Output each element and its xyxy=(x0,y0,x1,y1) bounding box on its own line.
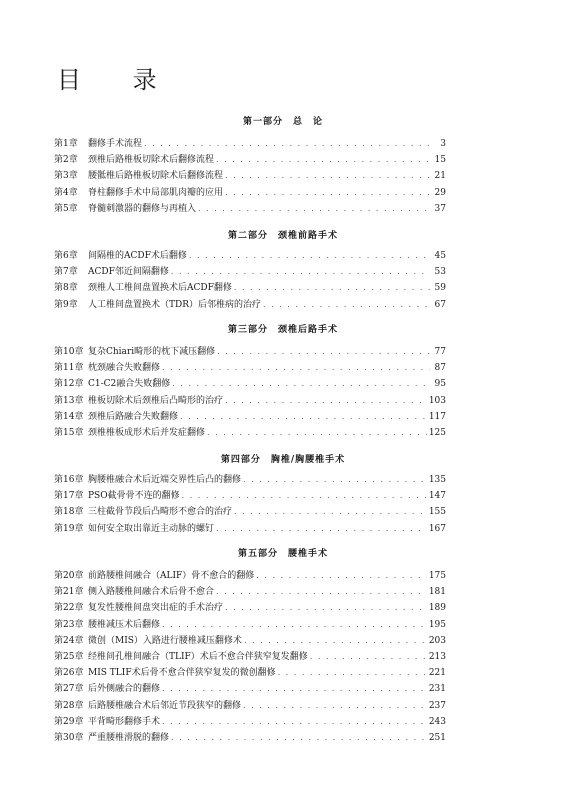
dot-leader xyxy=(225,170,430,182)
toc-entry[interactable] xyxy=(54,584,446,598)
chapter-title: 复杂Chiari畸形的枕下减压翻修 xyxy=(88,347,216,357)
chapter-number: 第17章 xyxy=(54,491,84,502)
chapter-number: 第6章 xyxy=(54,251,78,261)
dot-leader xyxy=(256,570,427,582)
chapter-title: PSO截骨骨不连的翻修 xyxy=(88,491,180,502)
page-number: 45 xyxy=(434,251,446,261)
dot-leader xyxy=(172,378,430,390)
chapter-number: 第23章 xyxy=(54,619,84,630)
toc-entry[interactable] xyxy=(54,248,446,262)
page-number: 181 xyxy=(428,587,446,598)
dot-leader xyxy=(162,683,427,695)
chapter-title: 颈椎人工椎间盘置换术后ACDF翻修 xyxy=(88,283,232,294)
page-number: 125 xyxy=(428,428,446,438)
toc-entry[interactable] xyxy=(54,521,446,535)
dot-leader xyxy=(171,732,427,744)
dot-leader xyxy=(182,490,427,502)
chapter-title: 三柱截骨节段后凸畸形不愈合的治疗 xyxy=(88,507,233,518)
dot-leader xyxy=(198,203,430,215)
chapter-title: 翻修手术流程 xyxy=(88,139,143,149)
toc-entry[interactable] xyxy=(54,360,446,374)
toc-entry[interactable] xyxy=(54,344,446,358)
chapter-title: 复发性腰椎间盘突出症的手术治疗 xyxy=(88,603,224,614)
chapter-number: 第19章 xyxy=(54,523,84,534)
dot-leader xyxy=(180,411,427,423)
page-number: 221 xyxy=(428,668,446,679)
chapter-title: 颈椎椎板成形术后并发症翻修 xyxy=(88,428,206,438)
dot-leader xyxy=(217,346,430,358)
chapter-number: 第30章 xyxy=(54,733,84,743)
chapter-title: 微创（MIS）入路进行腰椎减压翻修术 xyxy=(88,635,242,646)
chapter-number: 第4章 xyxy=(54,187,78,198)
toc-entry[interactable] xyxy=(54,376,446,390)
chapter-number: 第20章 xyxy=(54,571,84,581)
dot-leader xyxy=(162,716,427,728)
chapter-number: 第14章 xyxy=(54,411,84,422)
chapter-number: 第24章 xyxy=(54,635,84,646)
chapter-title: MIS TLIF术后骨不愈合伴狭窄复发的微创翻修 xyxy=(88,668,276,679)
toc-entry[interactable] xyxy=(54,409,446,423)
chapter-title: 脊髓刺激器的翻修与再植入 xyxy=(88,203,197,214)
dot-leader xyxy=(225,602,427,614)
toc-entry[interactable] xyxy=(54,617,446,631)
page-number: 95 xyxy=(434,379,446,390)
chapter-number: 第21章 xyxy=(54,587,84,598)
page-number: 231 xyxy=(428,684,446,695)
toc-entry[interactable] xyxy=(54,504,446,518)
part-heading: 第四部分 胸椎/胸腰椎手术 xyxy=(220,455,346,465)
chapter-title: 如何安全取出靠近主动脉的螺钉 xyxy=(88,523,215,534)
dot-leader xyxy=(171,266,430,278)
chapter-title: 前路腰椎间融合（ALIF）骨不愈合的翻修 xyxy=(88,571,255,581)
page-number: 21 xyxy=(434,171,446,182)
page-number: 103 xyxy=(428,395,446,406)
page-number: 155 xyxy=(428,507,446,518)
toc-entry[interactable] xyxy=(54,714,446,728)
toc-entry[interactable] xyxy=(54,472,446,486)
chapter-title: 后路腰椎融合术后邻近节段狭窄的翻修 xyxy=(88,700,242,711)
dot-leader xyxy=(162,619,427,631)
chapter-number: 第12章 xyxy=(54,379,84,390)
page-number: 59 xyxy=(434,283,446,294)
chapter-title: 平背畸形翻修手术 xyxy=(88,716,161,727)
page-number: 29 xyxy=(434,187,446,198)
chapter-title: 胸腰椎融合术后近端交界性后凸的翻修 xyxy=(88,475,242,485)
toc-entry[interactable] xyxy=(54,568,446,582)
dot-leader xyxy=(162,362,430,374)
toc-entry[interactable] xyxy=(54,488,446,502)
part-heading: 第三部分 颈椎后路手术 xyxy=(227,325,338,335)
page-number: 251 xyxy=(428,733,446,743)
chapter-title: 腰椎减压术后翻修 xyxy=(88,619,161,630)
page-number: 3 xyxy=(440,139,446,149)
page-title: 目 录 xyxy=(57,66,179,94)
dot-leader xyxy=(225,187,430,199)
chapter-number: 第18章 xyxy=(54,507,84,518)
dot-leader xyxy=(244,635,427,647)
toc-entry[interactable] xyxy=(54,633,446,647)
toc-entry[interactable] xyxy=(54,681,446,695)
dot-leader xyxy=(243,700,427,712)
page-number: 53 xyxy=(434,267,446,278)
toc-entry[interactable] xyxy=(54,649,446,663)
toc-entry[interactable] xyxy=(54,136,446,150)
toc-entry[interactable] xyxy=(54,280,446,294)
chapter-title: 颈椎后路椎板切除术后翻修流程 xyxy=(88,155,215,166)
page-number: 67 xyxy=(434,299,446,310)
part-heading: 第二部分 颈椎前路手术 xyxy=(227,231,338,241)
dot-leader xyxy=(216,586,427,598)
chapter-title: 侧入路腰椎间融合术后骨不愈合 xyxy=(88,587,215,598)
dot-leader xyxy=(207,427,427,439)
toc-entry[interactable] xyxy=(54,201,446,215)
toc-entry[interactable] xyxy=(54,393,446,407)
chapter-number: 第22章 xyxy=(54,603,84,614)
chapter-number: 第15章 xyxy=(54,428,84,438)
dot-leader xyxy=(144,138,430,150)
page-number: 117 xyxy=(428,411,446,422)
chapter-number: 第28章 xyxy=(54,700,84,711)
chapter-number: 第27章 xyxy=(54,684,84,695)
chapter-title: C1-C2融合失败翻修 xyxy=(88,379,171,390)
chapter-number: 第1章 xyxy=(54,139,78,149)
toc-entry[interactable] xyxy=(54,698,446,712)
page-number: 243 xyxy=(428,716,446,727)
chapter-number: 第11章 xyxy=(54,363,84,374)
toc-entry[interactable] xyxy=(54,264,446,278)
toc-entry[interactable] xyxy=(54,152,446,166)
page-number: 87 xyxy=(434,363,446,374)
chapter-number: 第5章 xyxy=(54,203,78,214)
chapter-number: 第25章 xyxy=(54,652,84,662)
chapter-title: 经椎间孔椎间融合（TLIF）术后不愈合伴狭窄复发翻修 xyxy=(88,652,308,662)
chapter-number: 第3章 xyxy=(54,171,78,182)
chapter-number: 第13章 xyxy=(54,395,84,406)
page-number: 37 xyxy=(434,203,446,214)
dot-leader xyxy=(216,154,430,166)
chapter-number: 第29章 xyxy=(54,716,84,727)
chapter-title: 腰骶椎后路椎板切除术后翻修流程 xyxy=(88,171,224,182)
toc-entry[interactable] xyxy=(54,730,446,744)
chapter-number: 第9章 xyxy=(54,299,78,310)
dot-leader xyxy=(310,651,427,663)
part-heading: 第一部分 总 论 xyxy=(242,117,323,127)
chapter-number: 第8章 xyxy=(54,283,78,294)
part-heading: 第五部分 腰椎手术 xyxy=(237,549,328,559)
chapter-title: 脊柱翻修手术中局部肌肉瓣的应用 xyxy=(88,187,224,198)
chapter-title: 人工椎间盘置换术（TDR）后邻椎病的治疗 xyxy=(88,299,261,310)
page-number: 213 xyxy=(428,652,446,662)
chapter-number: 第2章 xyxy=(54,155,78,166)
chapter-title: 枕颈融合失败翻修 xyxy=(88,363,161,374)
dot-leader xyxy=(189,250,430,262)
page-number: 77 xyxy=(434,347,446,357)
dot-leader xyxy=(225,395,427,407)
dot-leader xyxy=(278,667,427,679)
chapter-number: 第16章 xyxy=(54,475,84,485)
toc-entry[interactable] xyxy=(54,297,446,311)
toc-entry[interactable] xyxy=(54,425,446,439)
chapter-number: 第7章 xyxy=(54,267,78,278)
chapter-title: 间隔椎的ACDF术后翻修 xyxy=(88,251,187,261)
toc-entry[interactable] xyxy=(54,168,446,182)
dot-leader xyxy=(263,299,430,311)
toc-entry[interactable] xyxy=(54,185,446,199)
chapter-title: 颈椎后路融合失败翻修 xyxy=(88,411,179,422)
toc-entry[interactable] xyxy=(54,600,446,614)
chapter-number: 第10章 xyxy=(54,347,84,357)
dot-leader xyxy=(216,523,427,535)
chapter-title: ACDF邻近间隔翻修 xyxy=(88,267,169,278)
page-number: 189 xyxy=(428,603,446,614)
page-number: 135 xyxy=(428,475,446,485)
page-number: 147 xyxy=(428,491,446,502)
page-number: 195 xyxy=(428,619,446,630)
page-number: 175 xyxy=(428,571,446,581)
toc-entry[interactable] xyxy=(54,665,446,679)
page-number: 15 xyxy=(434,155,446,166)
dot-leader xyxy=(234,282,430,294)
dot-leader xyxy=(243,474,427,486)
dot-leader xyxy=(234,506,427,518)
page-number: 237 xyxy=(428,700,446,711)
chapter-title: 严重腰椎滑脱的翻修 xyxy=(88,733,170,743)
chapter-number: 第26章 xyxy=(54,668,84,679)
page-number: 167 xyxy=(428,523,446,534)
page-number: 203 xyxy=(428,635,446,646)
chapter-title: 椎板切除术后颈椎后凸畸形的治疗 xyxy=(88,395,224,406)
chapter-title: 后外侧融合的翻修 xyxy=(88,684,161,695)
